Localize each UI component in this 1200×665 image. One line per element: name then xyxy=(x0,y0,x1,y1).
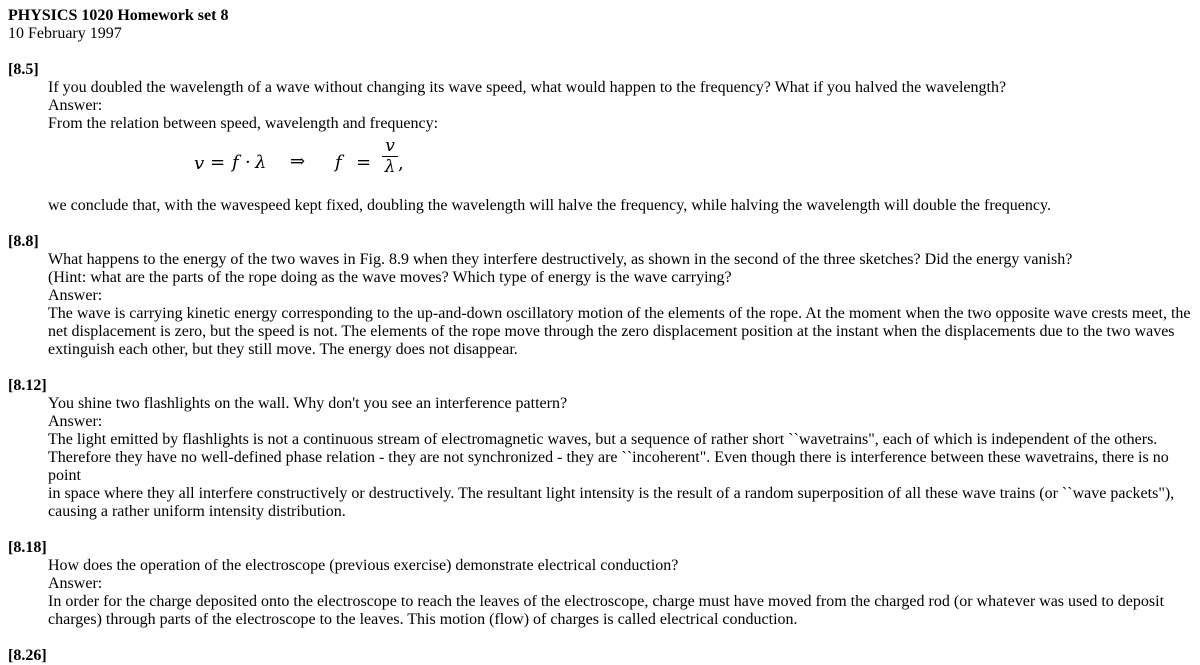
eq-f-2: f xyxy=(335,152,342,173)
problem-8-8 xyxy=(8,233,1192,359)
doc-title: PHYSICS 1020 Homework set 8 xyxy=(8,7,229,24)
eq-denominator: λ xyxy=(384,157,396,177)
eq-equals-1: = xyxy=(210,152,226,173)
problem-8-12 xyxy=(8,377,1192,521)
problem-body xyxy=(48,557,1192,629)
answer-conclusion: we conclude that, with the wavespeed kept fixed, doubling the wavelength will halve the frequency, while halving the wavelength will double the frequency. xyxy=(48,197,1051,214)
equation-wave-relation xyxy=(48,137,1192,193)
answer-line: extinguish each other, but they still move. The energy does not disappear. xyxy=(48,341,518,358)
answer-line: in space where they all interfere constructively or destructively. The resultant light intensity is the result of a random superposition of all these wave trains (or ``wave packets"), xyxy=(48,485,1175,502)
answer-label: Answer: xyxy=(48,413,103,430)
eq-numerator: v xyxy=(385,136,395,156)
question-text: What happens to the energy of the two waves in Fig. 8.9 when they interfere destructively, as shown in the second of the three sketches? Did the energy vanish? xyxy=(48,251,1073,268)
problem-body xyxy=(48,395,1192,521)
answer-line: Therefore they have no well-defined phase relation - they are not synchronized - they are ``incoherent". Even though there is interference between these wavetrains, there is no point xyxy=(48,449,1169,484)
eq-implies: ⇒ xyxy=(290,151,306,172)
eq-equals-2: = xyxy=(356,152,372,173)
answer-line: net displacement is zero, but the speed is not. The elements of the rope move through the zero displacement position at the instant when the displacements due to the two waves xyxy=(48,323,1175,340)
answer-label: Answer: xyxy=(48,287,103,304)
question-text: How does the operation of the electroscope (previous exercise) demonstrate electrical conduction? xyxy=(48,557,679,574)
problem-number: [8.5] xyxy=(8,61,39,78)
doc-date: 10 February 1997 xyxy=(8,25,122,42)
eq-v: v xyxy=(194,153,205,174)
eq-f: f xyxy=(232,152,239,173)
question-text: You shine two flashlights on the wall. Why don't you see an interference pattern? xyxy=(48,395,568,412)
problem-number: [8.8] xyxy=(8,233,39,250)
answer-intro: From the relation between speed, wavelength and frequency: xyxy=(48,115,439,132)
problem-body xyxy=(48,251,1192,359)
problem-body xyxy=(48,79,1192,215)
question-text: If you doubled the wavelength of a wave without changing its wave speed, what would happen to the frequency? What if you halved the wavelength? xyxy=(48,79,1007,96)
answer-line: The light emitted by flashlights is not a continuous stream of electromagnetic waves, but a sequence of rather short ``wavetrains", each of which is independent of the others. xyxy=(48,431,1158,448)
eq-dot: · xyxy=(245,152,251,173)
eq-fraction xyxy=(382,137,398,176)
answer-label: Answer: xyxy=(48,575,103,592)
problem-8-18 xyxy=(8,539,1192,629)
hint-text: (Hint: what are the parts of the rope doing as the wave moves? Which type of energy is the wave carrying? xyxy=(48,269,732,286)
answer-line: The wave is carrying kinetic energy corresponding to the up-and-down oscillatory motion of the elements of the rope. At the moment when the two opposite wave crests meet, the xyxy=(48,305,1191,322)
problem-number: [8.26] xyxy=(8,647,47,664)
eq-lambda: λ xyxy=(255,152,267,173)
answer-line: causing a rather uniform intensity distribution. xyxy=(48,503,346,520)
eq-comma: , xyxy=(398,153,404,174)
problem-8-26 xyxy=(8,647,1192,665)
answer-line: In order for the charge deposited onto the electroscope to reach the leaves of the electroscope, charge must have moved from the charged rod (or whatever was used to deposit xyxy=(48,593,1165,610)
answer-line: charges) through parts of the electroscope to the leaves. This motion (flow) of charges is called electrical conduction. xyxy=(48,611,798,628)
problem-8-5 xyxy=(8,61,1192,215)
problem-number: [8.12] xyxy=(8,377,47,394)
problem-number: [8.18] xyxy=(8,539,47,556)
answer-label: Answer: xyxy=(48,97,103,114)
